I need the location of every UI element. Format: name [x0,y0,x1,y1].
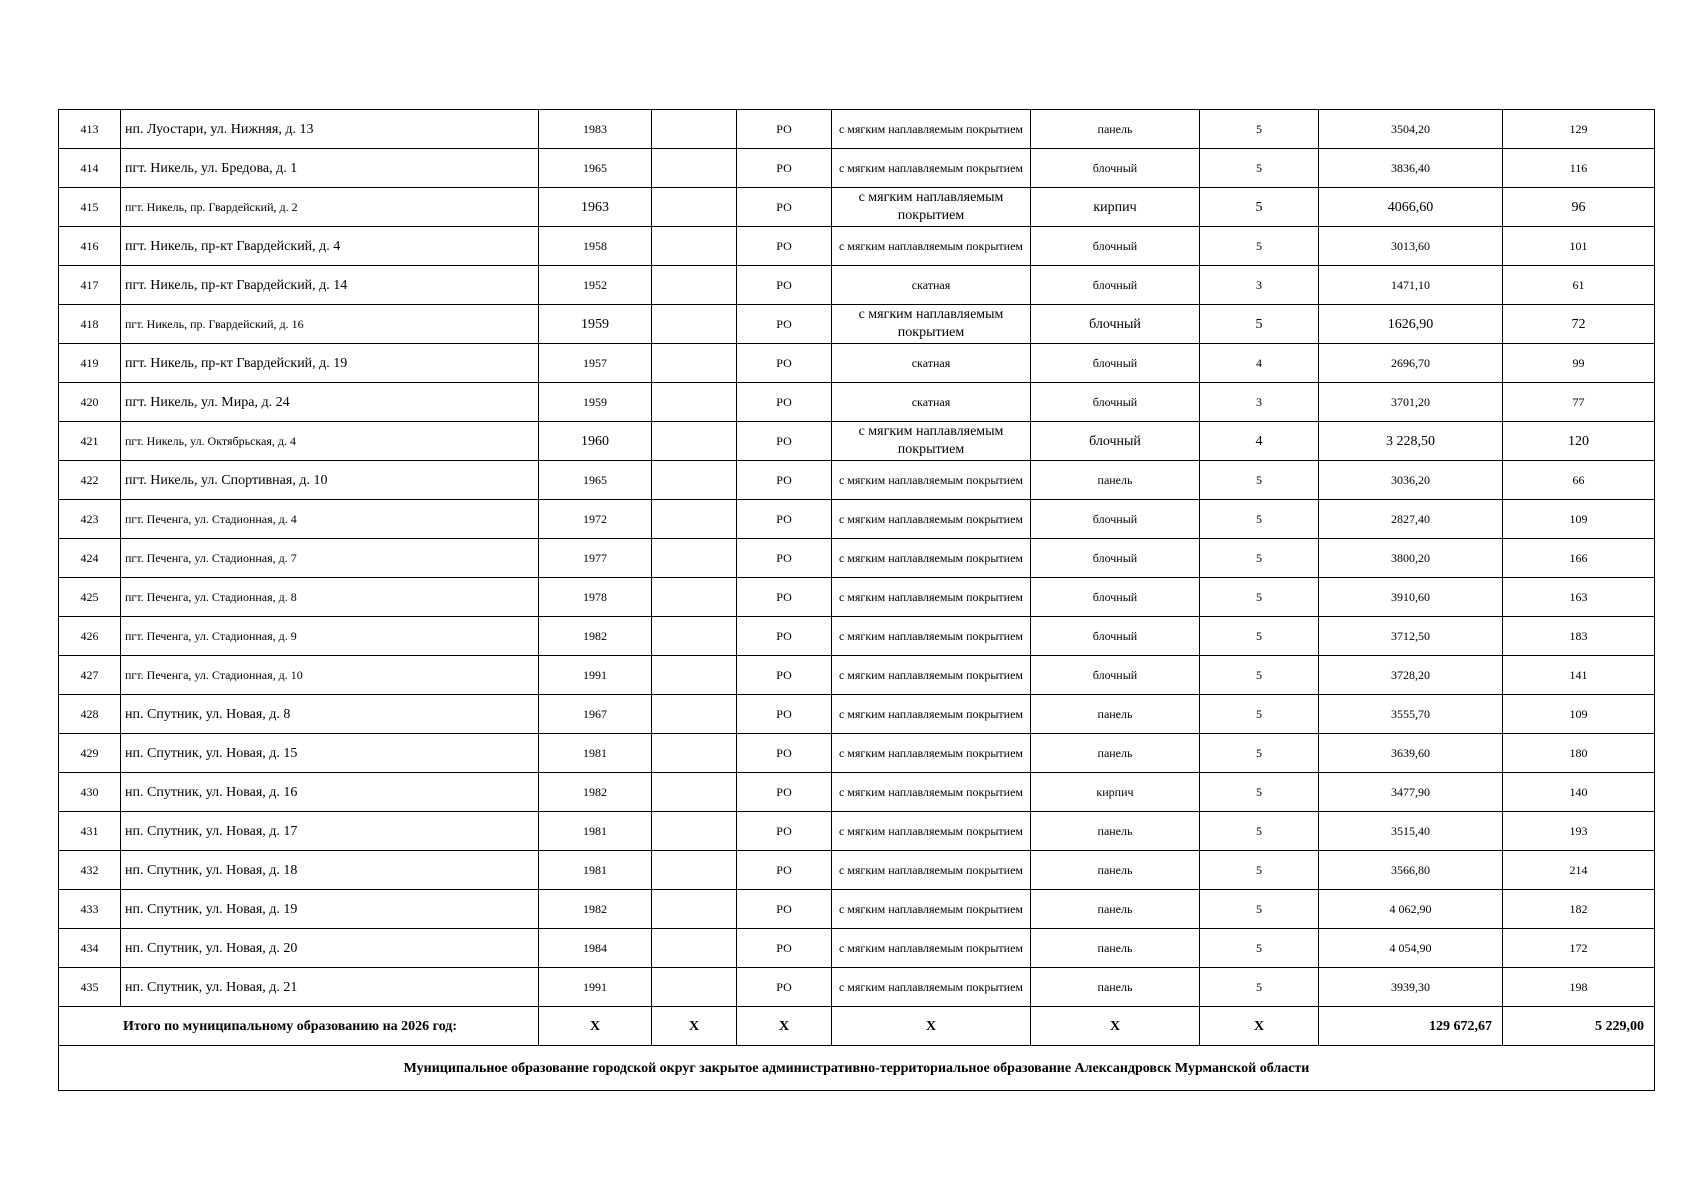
residents-cell: 183 [1503,617,1655,656]
total-residents: 5 229,00 [1503,1007,1655,1046]
empty-cell [652,188,737,227]
address-cell: пгт. Никель, пр-кт Гвардейский, д. 14 [121,266,539,305]
wall-material-cell: блочный [1031,149,1200,188]
roof-type-cell: с мягким наплавляемым покрытием [832,461,1031,500]
wall-material-cell: кирпич [1031,188,1200,227]
address-cell: пгт. Печенга, ул. Стадионная, д. 8 [121,578,539,617]
roof-type-cell: с мягким наплавляемым покрытием [832,929,1031,968]
area-cell: 1626,90 [1319,305,1503,344]
year-built-cell: 1984 [539,929,652,968]
address-cell: пгт. Печенга, ул. Стадионная, д. 4 [121,500,539,539]
empty-cell [652,617,737,656]
table-row [59,149,1655,188]
table-row [59,110,1655,149]
residents-cell: 120 [1503,422,1655,461]
empty-cell [652,890,737,929]
year-built-cell: 1977 [539,539,652,578]
empty-cell [652,227,737,266]
area-cell: 3728,20 [1319,656,1503,695]
year-built-cell: 1965 [539,149,652,188]
wall-material-cell: блочный [1031,656,1200,695]
table-row [59,773,1655,812]
fund-method-cell: РО [737,539,832,578]
residents-cell: 180 [1503,734,1655,773]
roof-type-cell: с мягким наплавляемым покрытием [832,656,1031,695]
address-cell: нп. Спутник, ул. Новая, д. 21 [121,968,539,1007]
empty-cell [652,656,737,695]
fund-method-cell: РО [737,227,832,266]
floors-cell: 4 [1200,344,1319,383]
fund-method-cell: РО [737,110,832,149]
area-cell: 4066,60 [1319,188,1503,227]
floors-cell: 5 [1200,890,1319,929]
wall-material-cell: блочный [1031,578,1200,617]
table-row [59,188,1655,227]
residents-cell: 193 [1503,812,1655,851]
year-built-cell: 1957 [539,344,652,383]
row-number-cell: 422 [59,461,121,500]
wall-material-cell: блочный [1031,266,1200,305]
total-x-mark: X [652,1007,737,1046]
floors-cell: 5 [1200,227,1319,266]
wall-material-cell: панель [1031,968,1200,1007]
row-number-cell: 427 [59,656,121,695]
address-cell: пгт. Никель, пр-кт Гвардейский, д. 19 [121,344,539,383]
empty-cell [652,812,737,851]
year-built-cell: 1982 [539,617,652,656]
row-number-cell: 432 [59,851,121,890]
residents-cell: 96 [1503,188,1655,227]
floors-cell: 5 [1200,968,1319,1007]
roof-type-cell: с мягким наплавляемым покрытием [832,695,1031,734]
floors-cell: 5 [1200,188,1319,227]
address-cell: нп. Луостари, ул. Нижняя, д. 13 [121,110,539,149]
fund-method-cell: РО [737,149,832,188]
area-cell: 3939,30 [1319,968,1503,1007]
year-built-cell: 1960 [539,422,652,461]
area-cell: 3712,50 [1319,617,1503,656]
residents-cell: 182 [1503,890,1655,929]
year-built-cell: 1958 [539,227,652,266]
area-cell: 3701,20 [1319,383,1503,422]
residents-cell: 129 [1503,110,1655,149]
area-cell: 3504,20 [1319,110,1503,149]
residents-cell: 166 [1503,539,1655,578]
roof-type-cell: с мягким наплавляемым покрытием [832,773,1031,812]
table-row [59,305,1655,344]
total-x-mark: X [737,1007,832,1046]
table-row [59,968,1655,1007]
area-cell: 2696,70 [1319,344,1503,383]
year-built-cell: 1959 [539,383,652,422]
year-built-cell: 1981 [539,734,652,773]
year-built-cell: 1991 [539,656,652,695]
row-number-cell: 417 [59,266,121,305]
empty-cell [652,929,737,968]
year-built-cell: 1967 [539,695,652,734]
wall-material-cell: панель [1031,812,1200,851]
roof-type-cell: с мягким наплавляемым покрытием [832,812,1031,851]
table-row [59,812,1655,851]
wall-material-cell: панель [1031,851,1200,890]
fund-method-cell: РО [737,734,832,773]
roof-type-cell: с мягким наплавляемым покрытием [832,227,1031,266]
empty-cell [652,851,737,890]
floors-cell: 5 [1200,695,1319,734]
wall-material-cell: блочный [1031,539,1200,578]
roof-type-cell: с мягким наплавляемым покрытием [832,188,1031,227]
row-number-cell: 424 [59,539,121,578]
floors-cell: 5 [1200,149,1319,188]
row-number-cell: 425 [59,578,121,617]
fund-method-cell: РО [737,656,832,695]
year-built-cell: 1963 [539,188,652,227]
residents-cell: 66 [1503,461,1655,500]
fund-method-cell: РО [737,695,832,734]
table-row [59,383,1655,422]
table-row [59,929,1655,968]
wall-material-cell: блочный [1031,227,1200,266]
row-number-cell: 423 [59,500,121,539]
year-built-cell: 1982 [539,773,652,812]
row-number-cell: 434 [59,929,121,968]
year-built-cell: 1983 [539,110,652,149]
row-number-cell: 430 [59,773,121,812]
row-number-cell: 416 [59,227,121,266]
roof-type-cell: с мягким наплавляемым покрытием [832,305,1031,344]
table-row [59,890,1655,929]
total-x-mark: X [539,1007,652,1046]
empty-cell [652,149,737,188]
fund-method-cell: РО [737,812,832,851]
table-body [59,110,1655,1007]
wall-material-cell: панель [1031,461,1200,500]
wall-material-cell: блочный [1031,617,1200,656]
year-built-cell: 1982 [539,890,652,929]
empty-cell [652,266,737,305]
empty-cell [652,773,737,812]
roof-type-cell: скатная [832,344,1031,383]
row-number-cell: 420 [59,383,121,422]
fund-method-cell: РО [737,578,832,617]
floors-cell: 5 [1200,305,1319,344]
area-cell: 3800,20 [1319,539,1503,578]
floors-cell: 5 [1200,656,1319,695]
wall-material-cell: панель [1031,890,1200,929]
area-cell: 3 228,50 [1319,422,1503,461]
residents-cell: 109 [1503,500,1655,539]
roof-type-cell: с мягким наплавляемым покрытием [832,149,1031,188]
area-cell: 4 062,90 [1319,890,1503,929]
roof-type-cell: скатная [832,266,1031,305]
year-built-cell: 1972 [539,500,652,539]
floors-cell: 5 [1200,500,1319,539]
area-cell: 3477,90 [1319,773,1503,812]
fund-method-cell: РО [737,383,832,422]
wall-material-cell: блочный [1031,344,1200,383]
floors-cell: 5 [1200,812,1319,851]
roof-type-cell: с мягким наплавляемым покрытием [832,539,1031,578]
floors-cell: 5 [1200,851,1319,890]
address-cell: пгт. Никель, пр-кт Гвардейский, д. 4 [121,227,539,266]
municipality-title: Муниципальное образование городской округ закрытое административно-территориальное образование Александровск Мурманской области [59,1046,1655,1091]
table-row [59,461,1655,500]
residents-cell: 77 [1503,383,1655,422]
empty-cell [652,461,737,500]
table-row [59,734,1655,773]
table-row [59,695,1655,734]
address-cell: пгт. Никель, ул. Бредова, д. 1 [121,149,539,188]
empty-cell [652,110,737,149]
address-cell: пгт. Печенга, ул. Стадионная, д. 9 [121,617,539,656]
area-cell: 1471,10 [1319,266,1503,305]
floors-cell: 3 [1200,266,1319,305]
year-built-cell: 1978 [539,578,652,617]
row-number-cell: 433 [59,890,121,929]
total-area: 129 672,67 [1319,1007,1503,1046]
residents-cell: 116 [1503,149,1655,188]
fund-method-cell: РО [737,500,832,539]
residents-cell: 198 [1503,968,1655,1007]
year-built-cell: 1952 [539,266,652,305]
fund-method-cell: РО [737,617,832,656]
table-row [59,617,1655,656]
table-row [59,500,1655,539]
address-cell: пгт. Никель, ул. Мира, д. 24 [121,383,539,422]
area-cell: 4 054,90 [1319,929,1503,968]
residents-cell: 172 [1503,929,1655,968]
floors-cell: 5 [1200,461,1319,500]
empty-cell [652,734,737,773]
floors-cell: 5 [1200,734,1319,773]
fund-method-cell: РО [737,422,832,461]
area-cell: 2827,40 [1319,500,1503,539]
fund-method-cell: РО [737,266,832,305]
floors-cell: 5 [1200,539,1319,578]
roof-type-cell: с мягким наплавляемым покрытием [832,851,1031,890]
empty-cell [652,578,737,617]
floors-cell: 5 [1200,110,1319,149]
roof-type-cell: с мягким наплавляемым покрытием [832,968,1031,1007]
address-cell: нп. Спутник, ул. Новая, д. 20 [121,929,539,968]
fund-method-cell: РО [737,890,832,929]
housing-register-table [58,109,1655,1091]
row-number-cell: 428 [59,695,121,734]
row-number-cell: 414 [59,149,121,188]
roof-type-cell: с мягким наплавляемым покрытием [832,110,1031,149]
area-cell: 3566,80 [1319,851,1503,890]
address-cell: пгт. Никель, ул. Октябрьская, д. 4 [121,422,539,461]
floors-cell: 5 [1200,578,1319,617]
floors-cell: 5 [1200,617,1319,656]
wall-material-cell: панель [1031,110,1200,149]
total-x-mark: X [1031,1007,1200,1046]
area-cell: 3515,40 [1319,812,1503,851]
roof-type-cell: с мягким наплавляемым покрытием [832,617,1031,656]
roof-type-cell: с мягким наплавляемым покрытием [832,890,1031,929]
table-row [59,578,1655,617]
row-number-cell: 435 [59,968,121,1007]
address-cell: нп. Спутник, ул. Новая, д. 16 [121,773,539,812]
table-row [59,227,1655,266]
year-built-cell: 1981 [539,851,652,890]
address-cell: пгт. Печенга, ул. Стадионная, д. 10 [121,656,539,695]
row-number-cell: 429 [59,734,121,773]
residents-cell: 141 [1503,656,1655,695]
address-cell: пгт. Никель, пр. Гвардейский, д. 16 [121,305,539,344]
table-row [59,656,1655,695]
empty-cell [652,344,737,383]
fund-method-cell: РО [737,305,832,344]
roof-type-cell: с мягким наплавляемым покрытием [832,578,1031,617]
empty-cell [652,968,737,1007]
address-cell: нп. Спутник, ул. Новая, д. 15 [121,734,539,773]
empty-cell [652,695,737,734]
table-row [59,266,1655,305]
residents-cell: 101 [1503,227,1655,266]
area-cell: 3013,60 [1319,227,1503,266]
wall-material-cell: блочный [1031,422,1200,461]
fund-method-cell: РО [737,968,832,1007]
empty-cell [652,305,737,344]
wall-material-cell: панель [1031,734,1200,773]
residents-cell: 163 [1503,578,1655,617]
floors-cell: 4 [1200,422,1319,461]
empty-cell [652,500,737,539]
year-built-cell: 1981 [539,812,652,851]
fund-method-cell: РО [737,461,832,500]
fund-method-cell: РО [737,344,832,383]
wall-material-cell: панель [1031,929,1200,968]
residents-cell: 61 [1503,266,1655,305]
roof-type-cell: с мягким наплавляемым покрытием [832,734,1031,773]
roof-type-cell: скатная [832,383,1031,422]
area-cell: 3555,70 [1319,695,1503,734]
fund-method-cell: РО [737,851,832,890]
address-cell: нп. Спутник, ул. Новая, д. 19 [121,890,539,929]
row-number-cell: 426 [59,617,121,656]
floors-cell: 5 [1200,773,1319,812]
year-built-cell: 1959 [539,305,652,344]
address-cell: нп. Спутник, ул. Новая, д. 18 [121,851,539,890]
total-x-mark: X [1200,1007,1319,1046]
area-cell: 3639,60 [1319,734,1503,773]
total-row [59,1007,1655,1046]
area-cell: 3036,20 [1319,461,1503,500]
address-cell: нп. Спутник, ул. Новая, д. 8 [121,695,539,734]
table-row [59,344,1655,383]
wall-material-cell: блочный [1031,305,1200,344]
roof-type-cell: с мягким наплавляемым покрытием [832,500,1031,539]
table-row [59,851,1655,890]
row-number-cell: 413 [59,110,121,149]
empty-cell [652,383,737,422]
empty-cell [652,422,737,461]
municipality-header-row [59,1046,1655,1091]
residents-cell: 109 [1503,695,1655,734]
area-cell: 3836,40 [1319,149,1503,188]
fund-method-cell: РО [737,929,832,968]
row-number-cell: 419 [59,344,121,383]
floors-cell: 5 [1200,929,1319,968]
table-row [59,539,1655,578]
floors-cell: 3 [1200,383,1319,422]
wall-material-cell: кирпич [1031,773,1200,812]
fund-method-cell: РО [737,773,832,812]
row-number-cell: 431 [59,812,121,851]
total-x-mark: X [832,1007,1031,1046]
wall-material-cell: блочный [1031,383,1200,422]
year-built-cell: 1991 [539,968,652,1007]
residents-cell: 140 [1503,773,1655,812]
row-number-cell: 421 [59,422,121,461]
row-number-cell: 415 [59,188,121,227]
residents-cell: 99 [1503,344,1655,383]
roof-type-cell: с мягким наплавляемым покрытием [832,422,1031,461]
address-cell: нп. Спутник, ул. Новая, д. 17 [121,812,539,851]
row-number-cell: 418 [59,305,121,344]
total-label: Итого по муниципальному образованию на 2026 год: [59,1007,539,1046]
address-cell: пгт. Никель, пр. Гвардейский, д. 2 [121,188,539,227]
year-built-cell: 1965 [539,461,652,500]
wall-material-cell: блочный [1031,500,1200,539]
empty-cell [652,539,737,578]
area-cell: 3910,60 [1319,578,1503,617]
fund-method-cell: РО [737,188,832,227]
table-row [59,422,1655,461]
wall-material-cell: панель [1031,695,1200,734]
address-cell: пгт. Никель, ул. Спортивная, д. 10 [121,461,539,500]
residents-cell: 72 [1503,305,1655,344]
residents-cell: 214 [1503,851,1655,890]
address-cell: пгт. Печенга, ул. Стадионная, д. 7 [121,539,539,578]
